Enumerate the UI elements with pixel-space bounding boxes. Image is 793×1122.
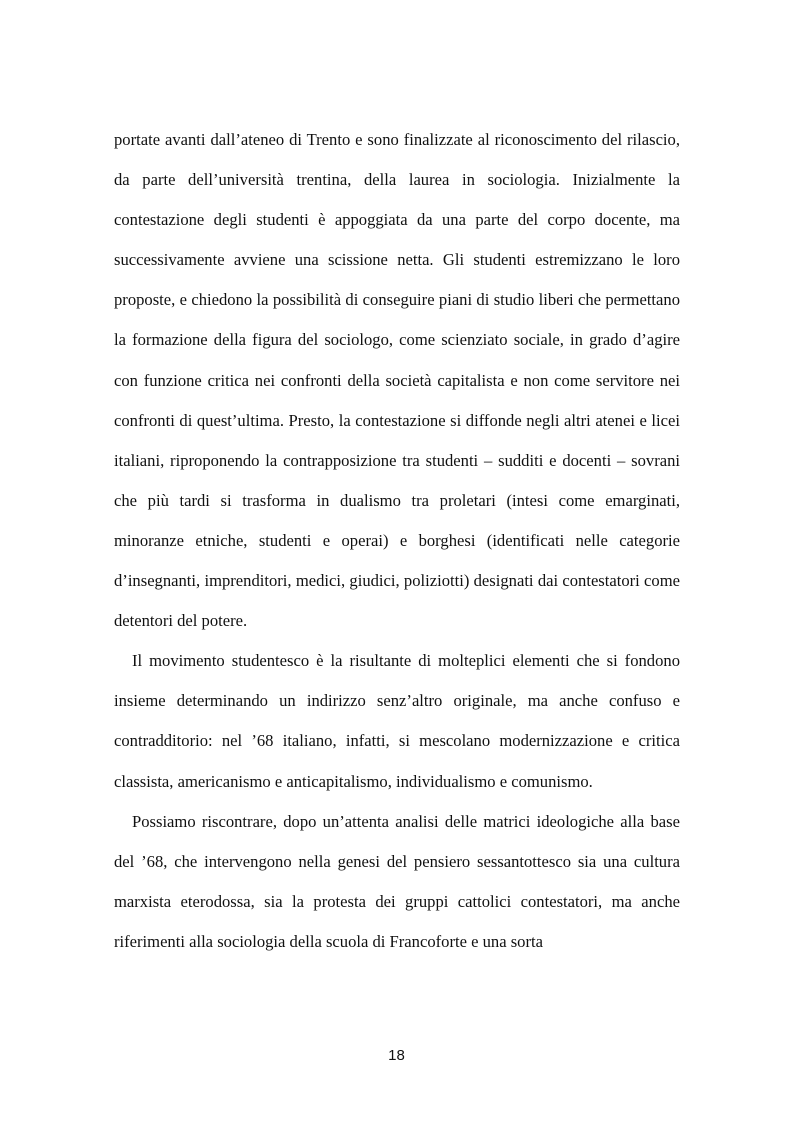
paragraph-3: Possiamo riscontrare, dopo un’attenta analisi delle matrici ideologiche alla base del ’68, che intervengono nella genesi del pensiero sessantottesco sia una cultura marxista eterodossa, sia la protesta dei gruppi cattolici contestatori, ma anche riferimenti alla sociologia della scuola di Francoforte e una sorta [114,811,680,951]
body-text [114,120,680,962]
page-number: 18 [388,1047,405,1064]
paragraph-2: Il movimento studentesco è la risultante di molteplici elementi che si fondono insieme determinando un indirizzo senz’altro originale, ma anche confuso e contradditorio: nel ’68 italiano, infatti, si mescolano modernizzazione e critica classista, americanismo e anticapitalismo, individualismo e comunismo. [114,651,680,791]
paragraph-1: portate avanti dall’ateneo di Trento e sono finalizzate al riconoscimento del rilascio, da parte dell’università trentina, della laurea in sociologia. Inizialmente la contestazione degli studenti è appoggiata da una parte del corpo docente, ma successivamente avviene una scissione netta. Gli studenti estremizzano le loro proposte, e chiedono la possibilità di conseguire piani di studio liberi che permettano la formazione della figura del sociologo, come scienziato sociale, in grado d’agire con funzione critica nei confronti della società capitalista e non come servitore nei confronti di quest’ultima. Presto, la contestazione si diffonde negli altri atenei e licei italiani, riproponendo la contrapposizione tra studenti – sudditi e docenti – sovrani che più tardi si trasforma in dualismo tra proletari (intesi come emarginati, minoranze etniche, studenti e operai) e borghesi (identificati nelle categorie d’insegnanti, imprenditori, medici, giudici, poliziotti) designati dai contestatori come detentori del potere. [114,130,680,631]
